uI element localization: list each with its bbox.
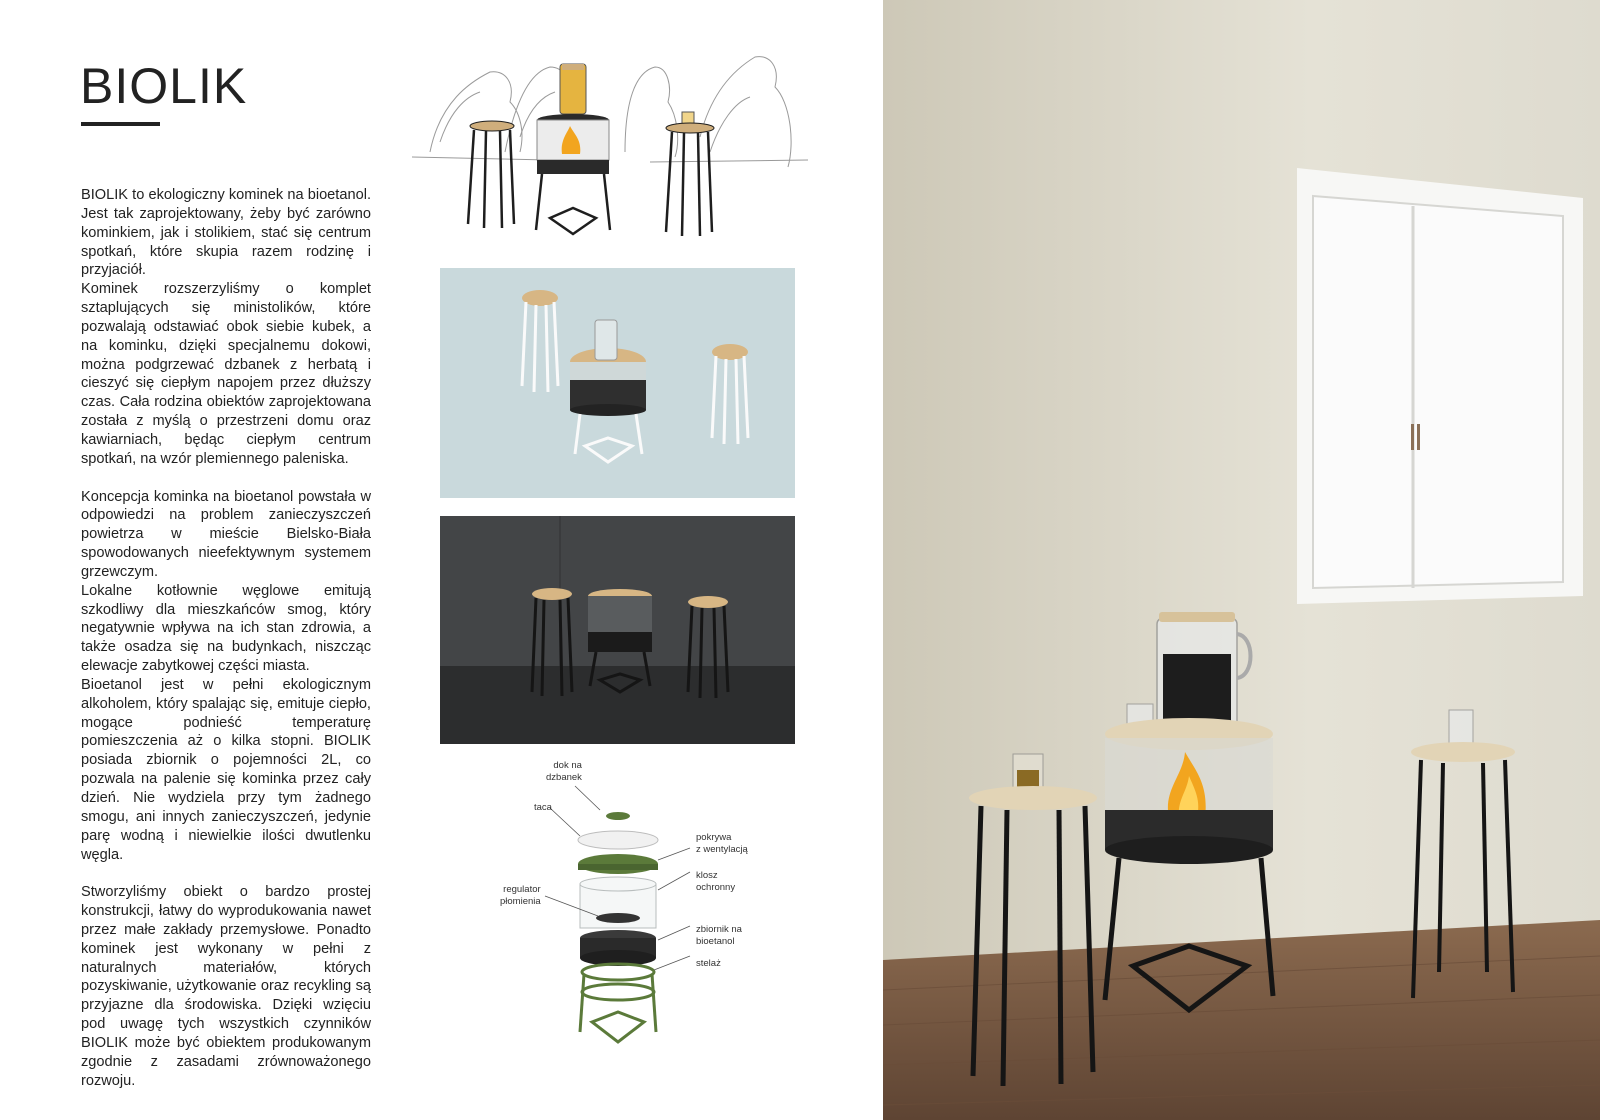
exploded-view-diagram [500, 760, 790, 1060]
callout-regulator: regulator płomienia [500, 884, 541, 907]
part-dock [606, 812, 630, 820]
render-light-fireplace [570, 320, 646, 462]
part-tray [578, 831, 658, 849]
render-light-stool-right [712, 344, 748, 444]
window [1297, 168, 1583, 604]
render-light-stool-left [522, 290, 558, 392]
paragraph-concept: Koncepcja kominka na bioetanol powstała w odpowiedzi na problem zanieczyszczeń powietrza w mieście Bielsko-Biała spowodowanych nieefektywnym systemem grzewczym. [81, 488, 371, 580]
render-dark-background [440, 516, 795, 744]
sketch-stool-right [666, 112, 714, 236]
render-light-background [440, 268, 795, 498]
paragraph-smog: Lokalne kotłownie węglowe emitują szkodliwy dla mieszkańców smog, który negatywnie wpływa na ich stan zdrowia, a także osadza się na budynkach, niszcząc elewacje zabytkowej części miasta. [81, 582, 371, 675]
paragraph-intro: BIOLIK to ekologiczny kominek na bioetanol. Jest tak zaprojektowany, żeby być zarówno kominkiem, jak i stolikiem, stać się centrum spotkań, które skupia razem rodzinę i przyjaciół. [81, 187, 371, 279]
paragraph-bioethanol: Bioetanol jest w pełni ekologicznym alkoholem, który spalając się, emituje ciepło, mogące podnieść temperaturę pomieszczenia aż o kilka stopni. BIOLIK posiada zbiornik o pojemności 2L, co pozwala na palenie się kominka przez cały dzień. Nie wydziela przy tym żadnego smogu, ani innych zanieczyszczeń, jedynie parę wodną i niewielkie ilości dwutlenku węgla. [81, 676, 371, 863]
sketch-fireplace [536, 64, 610, 234]
callout-tray: taca [534, 802, 552, 813]
page-title: BIOLIK [80, 58, 248, 114]
room-photo [883, 0, 1600, 1120]
paragraph-ministools: Kominek rozszerzyliśmy o komplet sztaplujących się ministolików, które pozwalają odstawiać obok siebie kubek, a na kominku, dzięki specjalnemu dokowi, można podgrzewać dzbanek z herbatą i cieszyć się ciepłym napojem przez dłuższy czas. Cała rodzina obiektów zaprojektowana została z myślą o przestrzeni domu oraz kawiarniach, będąc ciepłym centrum spotkań, na wzór plemiennego paleniska. [81, 281, 371, 467]
callout-lid: pokrywa z wentylacją [696, 832, 748, 855]
callout-frame: stelaż [696, 958, 721, 969]
sketch-stool-left [468, 121, 514, 228]
callout-tank: zbiornik na bioetanol [696, 924, 742, 947]
callout-shield: klosz ochronny [696, 870, 736, 893]
title-underline [81, 122, 160, 126]
body-text [81, 186, 371, 1091]
sketch-illustration [410, 42, 810, 252]
paragraph-construction: Stworzyliśmy obiekt o bardzo prostej konstrukcji, łatwy do wyprodukowania nawet przez małe zakłady przemysłowe. Ponadto kominek jest wykonany w pełni z naturalnych materiałów, których pozyskiwanie, użytkowanie oraz recykling są przyjazne dla środowiska. Dzięki wzięciu pod uwagę tych wszystkich czynników BIOLIK może być obiektem produkowanym zgodnie z zasadami zrównoważonego rozwoju. [81, 884, 371, 1089]
part-frame [580, 964, 656, 1042]
part-regulator [596, 913, 640, 923]
callout-dock: dok na dzbanek [546, 760, 582, 783]
